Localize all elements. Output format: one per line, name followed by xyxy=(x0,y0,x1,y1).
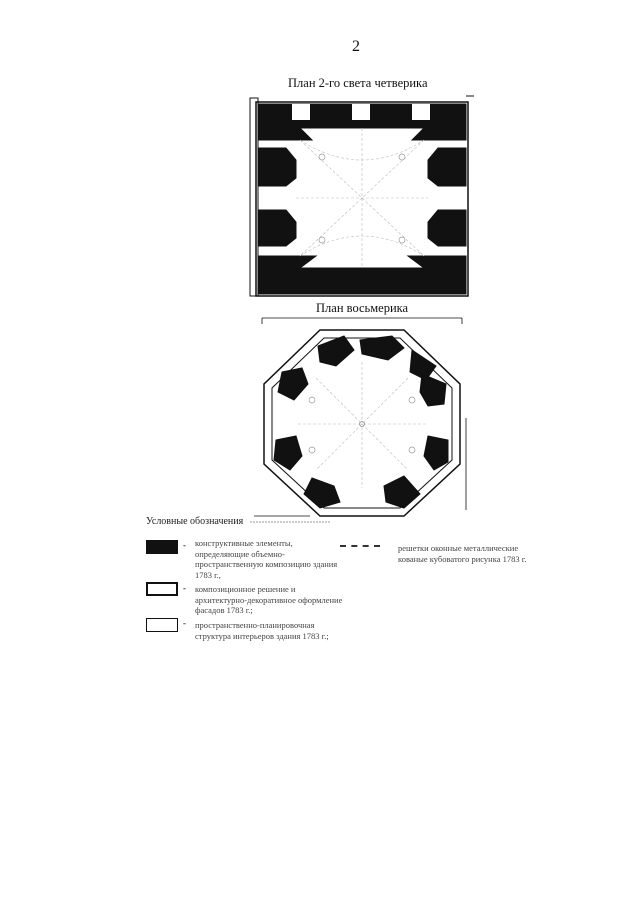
legend-swatch-black xyxy=(146,540,178,554)
legend-dash: - xyxy=(183,618,186,628)
legend-title: Условные обозначения xyxy=(146,516,244,527)
legend-swatch-thin-outline xyxy=(146,618,178,632)
legend-text-grille: решетки оконные металлические кованые кубоватого рисунка 1783 г. xyxy=(398,543,527,564)
legend-dash: - xyxy=(183,583,186,593)
octagon-plan xyxy=(254,318,466,516)
legend-dash: - xyxy=(183,540,186,550)
legend-text-facade: композиционное решение и архитектурно-декоративное оформление фасадов 1783 г.; xyxy=(195,584,343,615)
page-number: 2 xyxy=(352,38,360,55)
legend-text-interior: пространственно-планировочная структура интерьеров здания 1783 г.; xyxy=(195,620,329,641)
quadrangle-plan xyxy=(250,96,474,296)
legend-swatch-thick-outline xyxy=(146,582,178,596)
plan-title-quadrangle: План 2-го света четверика xyxy=(288,76,428,90)
legend-text-structural: конструктивные элементы, определяющие объемно-пространственную композицию здания 1783 г., xyxy=(195,538,338,580)
plan-title-octagon: План восьмерика xyxy=(316,301,409,315)
legend-line-grille xyxy=(340,545,380,549)
